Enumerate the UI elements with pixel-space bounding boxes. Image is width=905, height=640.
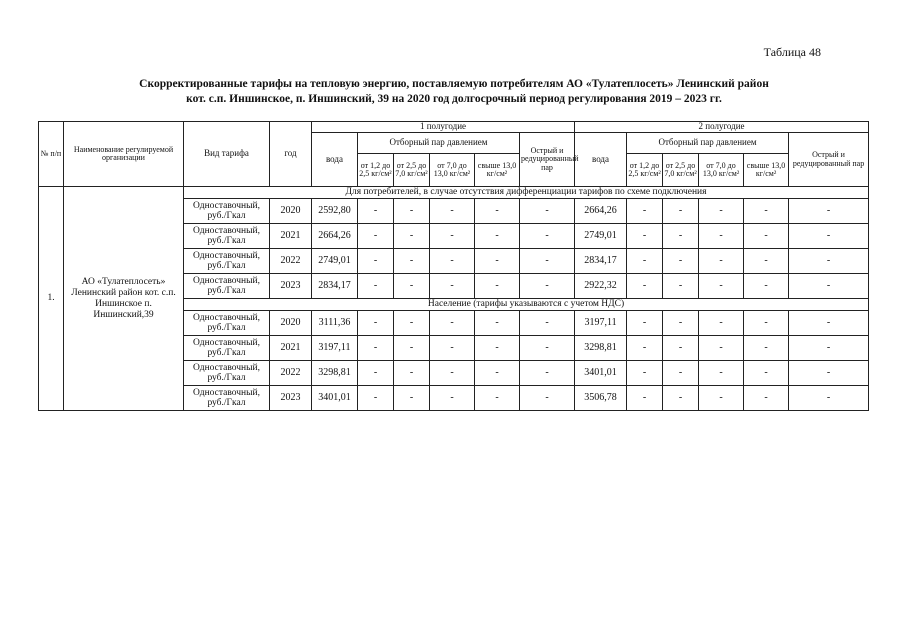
tariff-value-h2-p1: - xyxy=(627,274,663,299)
tariff-value-h1-sharp: - xyxy=(520,224,575,249)
tariff-value-h2-p1: - xyxy=(627,249,663,274)
header-h2-sharp: Острый и редуцированный пар xyxy=(789,133,869,187)
tariff-value-h1-water: 3197,11 xyxy=(312,336,358,361)
tariff-value-h1-water: 2592,80 xyxy=(312,199,358,224)
tariff-value-h2-p1: - xyxy=(627,224,663,249)
tariff-value-h1-water: 3111,36 xyxy=(312,311,358,336)
tariff-value-h2-p3: - xyxy=(699,386,744,411)
tariff-value-h1-sharp: - xyxy=(520,249,575,274)
tariff-value-h1-p3: - xyxy=(430,361,475,386)
tariff-value-h1-sharp: - xyxy=(520,361,575,386)
table-body xyxy=(39,187,869,411)
tariff-value-h2-water: 3298,81 xyxy=(575,336,627,361)
tariff-year: 2021 xyxy=(270,336,312,361)
tariff-kind: Одноставочный, руб./Гкал xyxy=(184,224,270,249)
tariff-kind: Одноставочный, руб./Гкал xyxy=(184,386,270,411)
tariff-value-h2-p2: - xyxy=(663,274,699,299)
tariff-value-h1-sharp: - xyxy=(520,311,575,336)
tariff-value-h2-p3: - xyxy=(699,224,744,249)
tariff-value-h2-sharp: - xyxy=(789,361,869,386)
tariff-value-h2-water: 3401,01 xyxy=(575,361,627,386)
section-title: Для потребителей, в случае отсутствия дифференциации тарифов по схеме подключения xyxy=(184,187,869,199)
tariff-value-h1-p3: - xyxy=(430,386,475,411)
tariff-value-h2-sharp: - xyxy=(789,336,869,361)
tariff-value-h2-p4: - xyxy=(744,386,789,411)
title-line-2: кот. с.п. Иншинское, п. Иншинский, 39 на 2020 год долгосрочный период регулирования 2019 – 2023 гг. xyxy=(186,93,722,105)
tariff-value-h2-sharp: - xyxy=(789,224,869,249)
tariff-value-h2-p4: - xyxy=(744,199,789,224)
header-h1-p1: от 1,2 до 2,5 кг/см² xyxy=(358,154,394,187)
tariff-kind: Одноставочный, руб./Гкал xyxy=(184,336,270,361)
tariff-value-h1-p2: - xyxy=(394,361,430,386)
header-h1-p2: от 2,5 до 7,0 кг/см² xyxy=(394,154,430,187)
tariff-value-h2-sharp: - xyxy=(789,311,869,336)
tariff-year: 2023 xyxy=(270,274,312,299)
header-h2-water: вода xyxy=(575,133,627,187)
tariff-value-h1-p2: - xyxy=(394,274,430,299)
tariff-value-h1-p2: - xyxy=(394,386,430,411)
tariff-value-h2-p3: - xyxy=(699,311,744,336)
section-row xyxy=(39,187,869,199)
tariff-value-h2-p3: - xyxy=(699,361,744,386)
tariff-value-h2-water: 3506,78 xyxy=(575,386,627,411)
header-year: год xyxy=(270,122,312,187)
tariff-value-h2-p1: - xyxy=(627,336,663,361)
tariff-value-h1-p3: - xyxy=(430,274,475,299)
tariff-value-h1-sharp: - xyxy=(520,199,575,224)
tariff-year: 2021 xyxy=(270,224,312,249)
header-h2-p4: свыше 13,0 кг/см² xyxy=(744,154,789,187)
tariff-year: 2022 xyxy=(270,361,312,386)
tariff-value-h2-p2: - xyxy=(663,249,699,274)
header-h1-steam: Отборный пар давлением xyxy=(358,133,520,154)
header-num: № п/п xyxy=(39,122,64,187)
tariff-value-h2-p4: - xyxy=(744,336,789,361)
tariff-year: 2023 xyxy=(270,386,312,411)
tariff-value-h2-water: 2749,01 xyxy=(575,224,627,249)
tariff-value-h2-sharp: - xyxy=(789,386,869,411)
tariff-value-h1-p1: - xyxy=(358,336,394,361)
title-line-1: Скорректированные тарифы на тепловую энергию, поставляемую потребителям АО «Тулатеплосеть» Ленинский район xyxy=(139,78,769,90)
tariff-value-h2-p4: - xyxy=(744,274,789,299)
tariff-value-h1-p3: - xyxy=(430,336,475,361)
tariff-value-h1-p4: - xyxy=(475,249,520,274)
header-h1-p3: от 7,0 до 13,0 кг/см² xyxy=(430,154,475,187)
document-title xyxy=(40,77,868,107)
tariff-value-h1-p3: - xyxy=(430,224,475,249)
tariff-value-h1-p4: - xyxy=(475,199,520,224)
tariff-year: 2020 xyxy=(270,311,312,336)
tariff-kind: Одноставочный, руб./Гкал xyxy=(184,361,270,386)
header-h2-p2: от 2,5 до 7,0 кг/см² xyxy=(663,154,699,187)
tariff-value-h1-p1: - xyxy=(358,249,394,274)
tariff-value-h1-p3: - xyxy=(430,311,475,336)
tariff-value-h2-p4: - xyxy=(744,311,789,336)
tariff-value-h1-p2: - xyxy=(394,224,430,249)
tariff-value-h1-p2: - xyxy=(394,311,430,336)
tariff-value-h1-water: 3401,01 xyxy=(312,386,358,411)
tariff-value-h2-p2: - xyxy=(663,336,699,361)
tariff-value-h1-p1: - xyxy=(358,199,394,224)
tariff-value-h2-p1: - xyxy=(627,199,663,224)
tariff-value-h1-p4: - xyxy=(475,224,520,249)
tariff-value-h1-p1: - xyxy=(358,274,394,299)
header-h1-p4: свыше 13,0 кг/см² xyxy=(475,154,520,187)
tariff-value-h1-p1: - xyxy=(358,386,394,411)
tariff-value-h1-p1: - xyxy=(358,361,394,386)
tariff-value-h1-sharp: - xyxy=(520,274,575,299)
tariff-value-h1-sharp: - xyxy=(520,336,575,361)
tariff-value-h1-p2: - xyxy=(394,249,430,274)
tariff-year: 2020 xyxy=(270,199,312,224)
tariff-value-h2-p2: - xyxy=(663,361,699,386)
tariff-value-h1-water: 2834,17 xyxy=(312,274,358,299)
tariff-value-h1-p4: - xyxy=(475,336,520,361)
tariff-value-h2-p2: - xyxy=(663,224,699,249)
header-h2-p1: от 1,2 до 2,5 кг/см² xyxy=(627,154,663,187)
tariff-value-h1-p4: - xyxy=(475,361,520,386)
tariff-value-h1-sharp: - xyxy=(520,386,575,411)
tariff-kind: Одноставочный, руб./Гкал xyxy=(184,199,270,224)
tariff-value-h2-p2: - xyxy=(663,311,699,336)
tariff-value-h2-water: 2922,32 xyxy=(575,274,627,299)
header-h1-water: вода xyxy=(312,133,358,187)
tariff-value-h1-p4: - xyxy=(475,311,520,336)
tariff-value-h2-water: 3197,11 xyxy=(575,311,627,336)
tariff-value-h2-p2: - xyxy=(663,199,699,224)
header-h1-sharp: Острый и редуцированный пар xyxy=(520,133,575,187)
header-h2-p3: от 7,0 до 13,0 кг/см² xyxy=(699,154,744,187)
tariff-value-h2-p4: - xyxy=(744,361,789,386)
tariff-value-h1-p1: - xyxy=(358,224,394,249)
tariff-value-h2-water: 2834,17 xyxy=(575,249,627,274)
tariff-value-h1-p1: - xyxy=(358,311,394,336)
tariff-value-h1-p2: - xyxy=(394,199,430,224)
tariff-value-h2-sharp: - xyxy=(789,274,869,299)
tariff-value-h2-p1: - xyxy=(627,386,663,411)
tariff-value-h2-p3: - xyxy=(699,274,744,299)
tariff-value-h1-water: 2749,01 xyxy=(312,249,358,274)
tariff-value-h1-p3: - xyxy=(430,199,475,224)
tariff-value-h1-p4: - xyxy=(475,274,520,299)
tariff-value-h2-sharp: - xyxy=(789,199,869,224)
tariff-table xyxy=(38,121,869,411)
tariff-value-h1-p4: - xyxy=(475,386,520,411)
tariff-value-h2-p3: - xyxy=(699,199,744,224)
header-half-2: 2 полугодие xyxy=(575,122,869,133)
tariff-kind: Одноставочный, руб./Гкал xyxy=(184,274,270,299)
section-title: Население (тарифы указываются с учетом НДС) xyxy=(184,299,869,311)
tariff-year: 2022 xyxy=(270,249,312,274)
tariff-value-h2-p1: - xyxy=(627,361,663,386)
table-caption: Таблица 48 xyxy=(763,45,821,59)
tariff-value-h1-p2: - xyxy=(394,336,430,361)
tariff-value-h1-water: 3298,81 xyxy=(312,361,358,386)
tariff-value-h2-p3: - xyxy=(699,249,744,274)
tariff-value-h2-p3: - xyxy=(699,336,744,361)
organization-name: АО «Тулатеплосеть» Ленинский район кот. с.п. Иншинское п. Иншинский,39 xyxy=(64,187,184,411)
tariff-value-h2-p4: - xyxy=(744,249,789,274)
row-number: 1. xyxy=(39,187,64,411)
tariff-value-h1-p3: - xyxy=(430,249,475,274)
tariff-value-h2-water: 2664,26 xyxy=(575,199,627,224)
tariff-value-h2-sharp: - xyxy=(789,249,869,274)
header-kind: Вид тарифа xyxy=(184,122,270,187)
tariff-value-h2-p4: - xyxy=(744,224,789,249)
header-org: Наименование регулируемой организации xyxy=(64,122,184,187)
tariff-value-h2-p1: - xyxy=(627,311,663,336)
tariff-value-h1-water: 2664,26 xyxy=(312,224,358,249)
header-half-1: 1 полугодие xyxy=(312,122,575,133)
tariff-kind: Одноставочный, руб./Гкал xyxy=(184,311,270,336)
tariff-value-h2-p2: - xyxy=(663,386,699,411)
tariff-kind: Одноставочный, руб./Гкал xyxy=(184,249,270,274)
header-h2-steam: Отборный пар давлением xyxy=(627,133,789,154)
